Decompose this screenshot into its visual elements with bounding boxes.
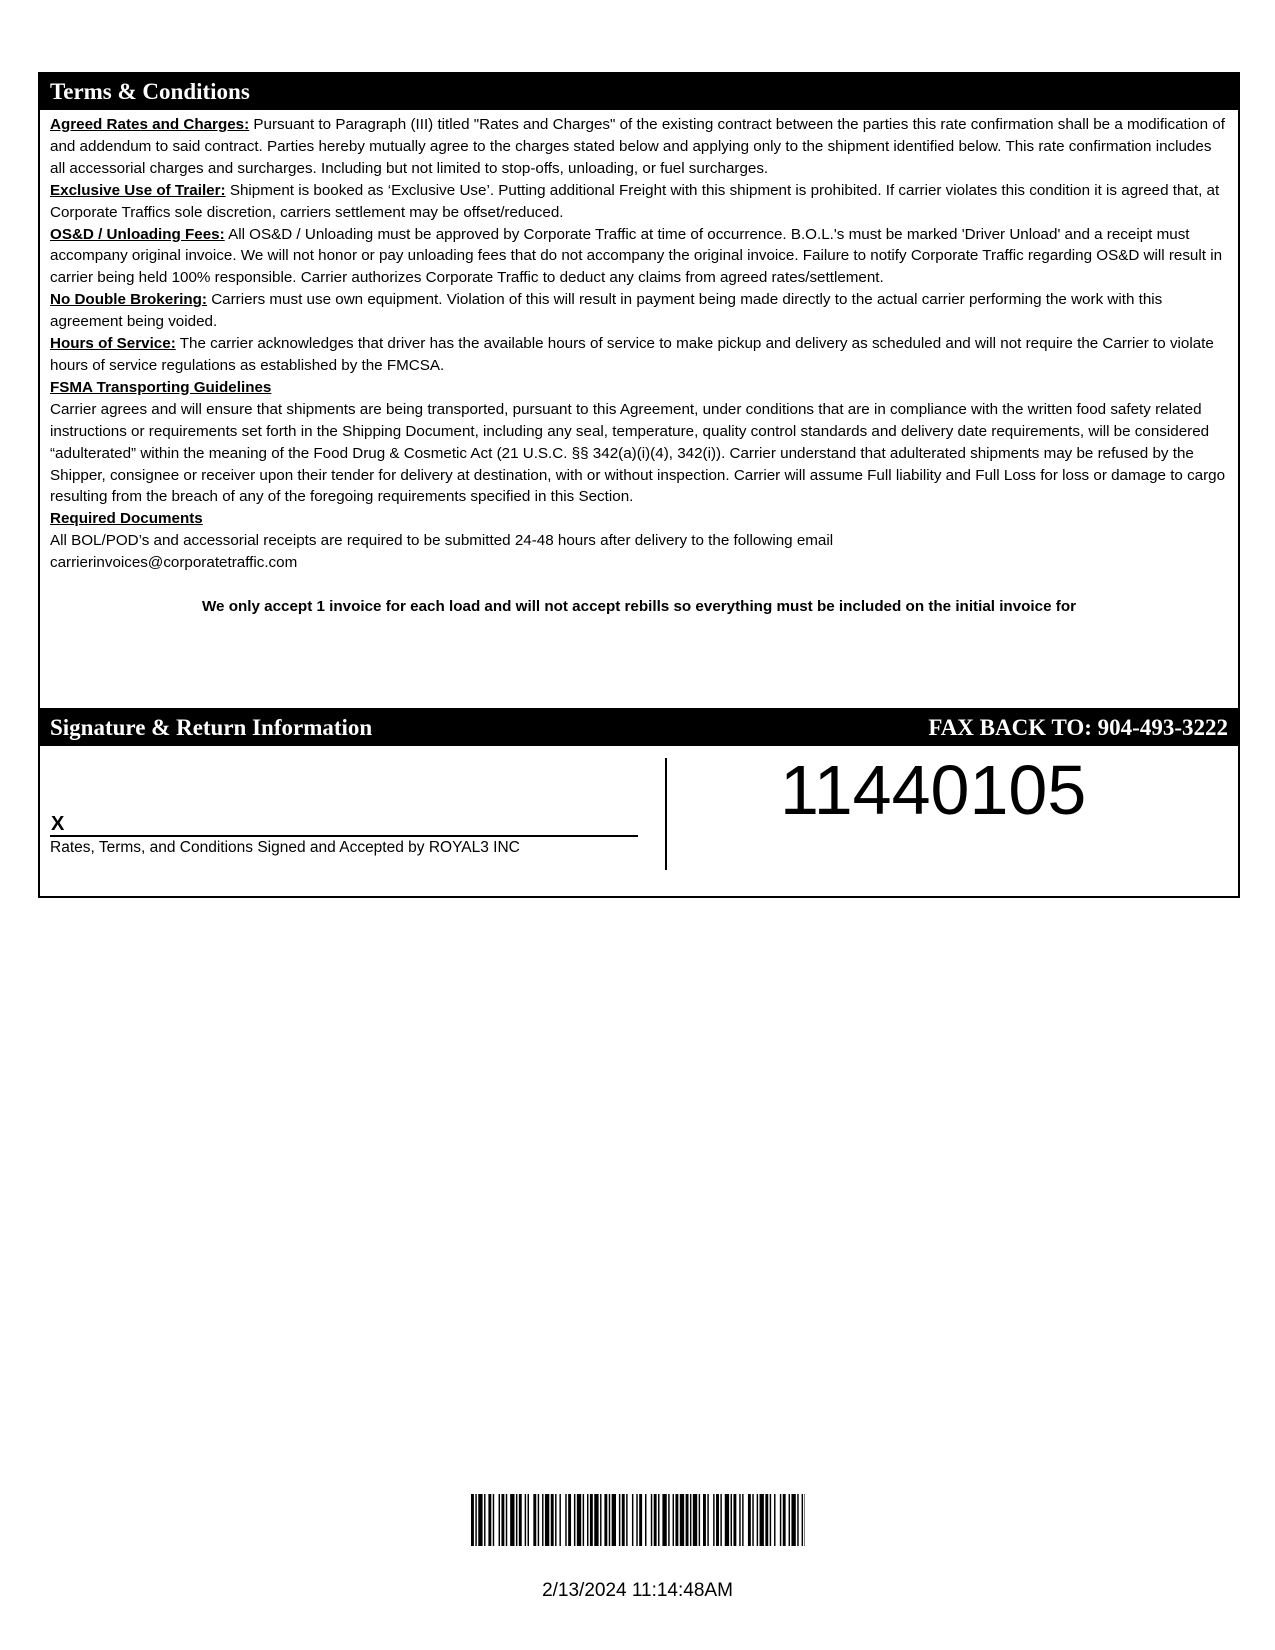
barcode-bar [645, 1494, 646, 1546]
barcode-bar [612, 1494, 616, 1546]
barcode-bar [765, 1494, 768, 1546]
barcode-bar [565, 1494, 566, 1546]
terms-heading-rates: Agreed Rates and Charges: [50, 116, 250, 133]
barcode-bar [636, 1494, 637, 1546]
barcode-bar [590, 1494, 593, 1546]
barcode-bar [488, 1494, 491, 1546]
barcode [471, 1494, 805, 1546]
barcode-bar [600, 1494, 601, 1546]
fsma-heading: FSMA Transporting Guidelines [50, 378, 272, 396]
barcode-bar [707, 1494, 708, 1546]
invoice-email: carrierinvoices@corporatetraffic.com [50, 554, 298, 572]
terms-heading-exclusive-use: Exclusive Use of Trailer: [50, 181, 226, 199]
barcode-bar [577, 1494, 581, 1546]
barcode-bar [716, 1494, 719, 1546]
barcode-bar [690, 1494, 691, 1546]
terms-text-exclusive-use: Shipment is booked as ‘Exclusive Use’. Putting additional Freight with this shipment is prohibited. If carrier violates this condition it is agreed that, at Corporate Traffics sole discretion, carriers settlement may be offset/reduced. [50, 181, 1220, 221]
barcode-bar [519, 1494, 522, 1546]
barcode-bar [493, 1494, 494, 1546]
barcode-bar [545, 1494, 549, 1546]
barcode-bar [675, 1494, 678, 1546]
barcode-bar [680, 1494, 684, 1546]
signature-title: Signature & Return Information [50, 715, 373, 740]
barcode-bar [731, 1494, 732, 1546]
barcode-bar [703, 1494, 706, 1546]
barcode-bar [658, 1494, 659, 1546]
barcode-bar [626, 1494, 627, 1546]
barcode-bar [668, 1494, 669, 1546]
barcode-bar [510, 1494, 514, 1546]
signature-header-bar [40, 710, 1238, 746]
barcode-bar [622, 1494, 625, 1546]
barcode-bar [791, 1494, 795, 1546]
barcode-bar [559, 1494, 560, 1546]
load-number: 11440105 [780, 751, 1087, 829]
barcode-bar [805, 1494, 806, 1546]
barcode-bar [542, 1494, 543, 1546]
barcode-bar [604, 1494, 607, 1546]
barcode-bar [506, 1494, 507, 1546]
barcode-bar [583, 1494, 584, 1546]
barcode-bar [471, 1494, 474, 1546]
barcode-bar [619, 1494, 620, 1546]
barcode-bar [673, 1494, 674, 1546]
barcode-bar [478, 1494, 482, 1546]
required-docs-heading: Required Documents [50, 510, 203, 528]
terms-heading-double-brokering: No Double Brokering: [50, 291, 207, 309]
barcode-bar [699, 1494, 700, 1546]
terms-body [40, 110, 1238, 618]
barcode-bar [789, 1494, 790, 1546]
barcode-bar [693, 1494, 697, 1546]
barcode-bar [587, 1494, 588, 1546]
barcode-bar [499, 1494, 500, 1546]
barcode-bar [475, 1494, 476, 1546]
barcode-bar [713, 1494, 714, 1546]
barcode-bar [551, 1494, 554, 1546]
barcode-bar [774, 1494, 775, 1546]
barcode-bar [733, 1494, 736, 1546]
signature-caption: Rates, Terms, and Conditions Signed and Accepted by ROYAL3 INC [50, 839, 520, 856]
terms-paragraph-rates [50, 114, 1228, 180]
barcode-bar [752, 1494, 753, 1546]
signature-divider [665, 758, 667, 870]
signature-block [50, 758, 638, 857]
barcode-bar [632, 1494, 633, 1546]
barcode-bar [783, 1494, 786, 1546]
fax-back-label: FAX BACK TO: 904-493-3222 [928, 715, 1228, 740]
terms-paragraph-osd [50, 224, 1228, 290]
signature-x-mark: X [51, 813, 65, 835]
barcode-bar [739, 1494, 740, 1546]
barcode-bar [720, 1494, 721, 1546]
invoice-notice: We only accept 1 invoice for each load and will not accept rebills so everything must be included on the initial invoice for [201, 598, 1077, 616]
barcode-bar [654, 1494, 657, 1546]
barcode-bar [484, 1494, 485, 1546]
barcode-bar [594, 1494, 598, 1546]
terms-text-rates: Pursuant to Paragraph (III) titled "Rates and Charges" of the existing contract between the parties this rate confirmation shall be a modification of and addendum to said contract. Parties hereby mutually agree to the charges stated below and applying only to the shipment identified below. This rate confirmation includes all accessorial charges and surcharges. Including but not limited to stop-offs, unloading, or fuel surcharges. [50, 116, 1225, 177]
terms-paragraph-hours [50, 333, 1228, 377]
terms-text-double-brokering: Carriers must use own equipment. Violation of this will result in payment being made directly to the actual carrier performing the work with this agreement being voided. [50, 291, 1163, 331]
barcode-bar [525, 1494, 526, 1546]
terms-paragraph-exclusive-use [50, 180, 1228, 224]
terms-title: Terms & Conditions [50, 79, 250, 104]
fsma-text: Carrier agrees and will ensure that shipments are being transported, pursuant to this Agreement, under conditions that are in compliance with the written food safety related instructions or requirements set forth in the Shipping Document, including any seal, temperature, quality control standards and delivery date requirements, will be considered “adulterated” within the meaning of the Food Drug & Cosmetic Act (21 U.S.C. §§ 342(a)(i)(4), 342(i)). Carrier understand that adulterated shipments may be refused by the Shipper, consignee or receiver upon their tender for delivery at destination, with or without inspection. Carrier will assume Full liability and Full Loss for loss or damage to cargo resulting from the breach of any of the foregoing requirements specified in this Section. [50, 400, 1226, 506]
signature-line[interactable] [50, 835, 638, 837]
barcode-bar [780, 1494, 781, 1546]
barcode-bar [555, 1494, 556, 1546]
terms-header-bar [40, 74, 1238, 110]
barcode-bar [770, 1494, 771, 1546]
barcode-bar [574, 1494, 575, 1546]
barcode-bar [501, 1494, 504, 1546]
barcode-bar [760, 1494, 764, 1546]
print-timestamp: 2/13/2024 11:14:48AM [542, 1580, 733, 1601]
barcode-bar [568, 1494, 571, 1546]
terms-text-hours: The carrier acknowledges that driver has the available hours of service to make pickup and delivery as scheduled and will not require the Carrier to violate hours of service regulations as established by the FMCSA. [50, 335, 1214, 374]
barcode-bar [516, 1494, 517, 1546]
barcode-bar [742, 1494, 743, 1546]
barcode-bar [725, 1494, 729, 1546]
required-docs-text: All BOL/POD’s and accessorial receipts are required to be submitted 24-48 hours after delivery to the following email [50, 532, 834, 550]
barcode-bar [686, 1494, 689, 1546]
signature-section [38, 708, 1240, 898]
barcode-bar [797, 1494, 798, 1546]
terms-section [38, 72, 1240, 710]
barcode-bar [538, 1494, 539, 1546]
barcode-bar [802, 1494, 803, 1546]
barcode-bar [609, 1494, 610, 1546]
barcode-bar [748, 1494, 751, 1546]
barcode-bar [757, 1494, 758, 1546]
barcode-bar [651, 1494, 652, 1546]
barcode-bar [662, 1494, 666, 1546]
terms-heading-hours: Hours of Service: [50, 335, 176, 353]
barcode-bar [528, 1494, 529, 1546]
terms-text-osd: All OS&D / Unloading must be approved by Corporate Traffic at time of occurrence. B.O.L.'s must be marked 'Driver Unload' and a receipt must accompany original invoice. We will not honor or pay unloading fees that do not accompany the original invoice. Failure to notify Corporate Traffic regarding OS&D will result in carrier being held 100% responsible. Carrier authorizes Corporate Traffic to deduct any claims from agreed rates/settlement. [50, 225, 1223, 287]
barcode-bar [639, 1494, 642, 1546]
terms-paragraph-double-brokering [50, 289, 1228, 333]
terms-heading-osd: OS&D / Unloading Fees: [50, 225, 225, 243]
barcode-bar [533, 1494, 536, 1546]
